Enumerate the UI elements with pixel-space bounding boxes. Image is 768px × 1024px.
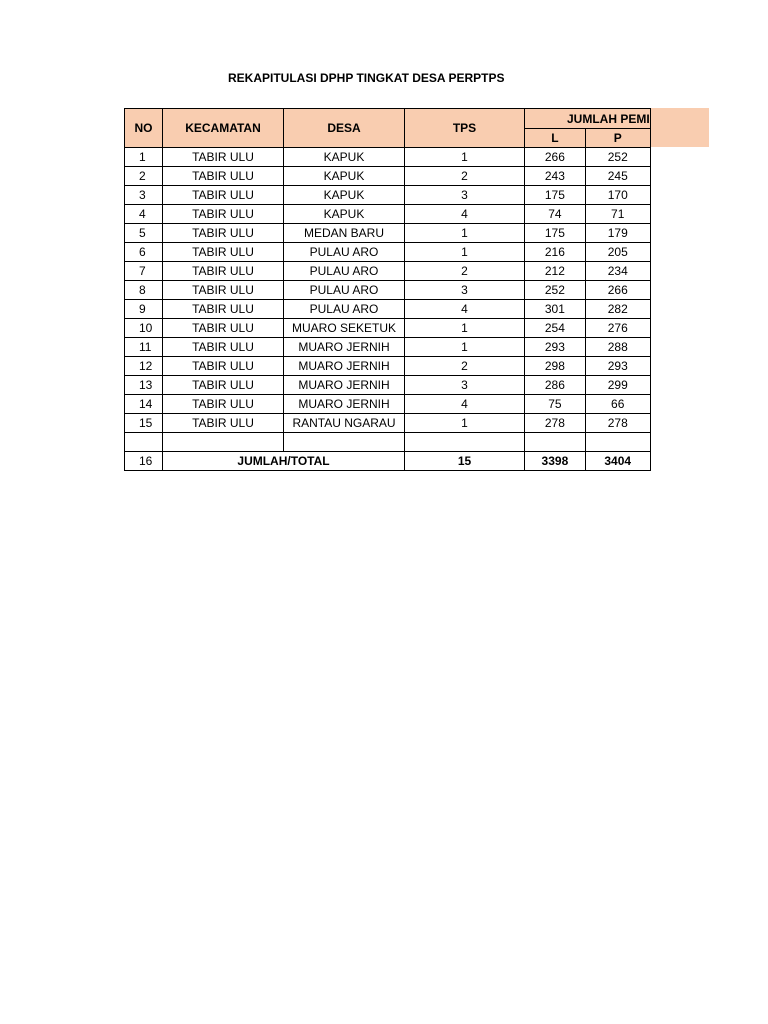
- cell-kecamatan: TABIR ULU: [163, 376, 284, 395]
- cell-tps: 3: [405, 186, 525, 205]
- cell-l: 212: [525, 262, 586, 281]
- cell-l: 301: [525, 300, 586, 319]
- cell-l: 254: [525, 319, 586, 338]
- cell-p: 266: [585, 281, 650, 300]
- cell-p: 276: [585, 319, 650, 338]
- cell-l: 266: [525, 148, 586, 167]
- dphp-table: [124, 108, 651, 471]
- cell-l: 175: [525, 224, 586, 243]
- cell-kecamatan: TABIR ULU: [163, 414, 284, 433]
- header-tps: TPS: [405, 109, 525, 148]
- cell-p: 252: [585, 148, 650, 167]
- cell-tps: 2: [405, 262, 525, 281]
- cell-desa: PULAU ARO: [284, 262, 405, 281]
- table-body: [125, 148, 651, 471]
- cell-no: 14: [125, 395, 163, 414]
- cell-l: 74: [525, 205, 586, 224]
- cell-desa: MUARO JERNIH: [284, 357, 405, 376]
- cell-desa: MUARO JERNIH: [284, 338, 405, 357]
- cell-no: 3: [125, 186, 163, 205]
- cell-kecamatan: TABIR ULU: [163, 338, 284, 357]
- cell-desa: RANTAU NGARAU: [284, 414, 405, 433]
- cell-tps: 4: [405, 300, 525, 319]
- cell-tps: 1: [405, 224, 525, 243]
- header-p: P: [585, 129, 650, 148]
- blank-cell: [163, 433, 284, 452]
- cell-desa: KAPUK: [284, 167, 405, 186]
- table-row: [125, 186, 651, 205]
- cell-kecamatan: TABIR ULU: [163, 281, 284, 300]
- cell-tps: 2: [405, 357, 525, 376]
- cell-no: 5: [125, 224, 163, 243]
- cell-desa: PULAU ARO: [284, 281, 405, 300]
- header-jumlah-pemilih: [525, 109, 651, 129]
- table-row: [125, 357, 651, 376]
- cell-p: 293: [585, 357, 650, 376]
- cell-no: 15: [125, 414, 163, 433]
- cell-l: 243: [525, 167, 586, 186]
- cell-kecamatan: TABIR ULU: [163, 319, 284, 338]
- total-no: 16: [125, 452, 163, 471]
- header-no: NO: [125, 109, 163, 148]
- cell-desa: KAPUK: [284, 186, 405, 205]
- cell-tps: 1: [405, 319, 525, 338]
- document-title: REKAPITULASI DPHP TINGKAT DESA PERPTPS: [228, 71, 505, 85]
- cell-l: 75: [525, 395, 586, 414]
- total-p: 3404: [585, 452, 650, 471]
- cell-no: 10: [125, 319, 163, 338]
- blank-cell: [525, 433, 586, 452]
- cell-p: 278: [585, 414, 650, 433]
- cell-no: 8: [125, 281, 163, 300]
- table-row: [125, 205, 651, 224]
- cell-kecamatan: TABIR ULU: [163, 167, 284, 186]
- table-row: [125, 224, 651, 243]
- cell-kecamatan: TABIR ULU: [163, 186, 284, 205]
- header-l: L: [525, 129, 586, 148]
- table-row: [125, 319, 651, 338]
- cell-kecamatan: TABIR ULU: [163, 395, 284, 414]
- cell-desa: MUARO SEKETUK: [284, 319, 405, 338]
- header-kecamatan: KECAMATAN: [163, 109, 284, 148]
- table-row: [125, 395, 651, 414]
- cell-no: 6: [125, 243, 163, 262]
- cell-tps: 3: [405, 281, 525, 300]
- cell-p: 205: [585, 243, 650, 262]
- cell-tps: 4: [405, 395, 525, 414]
- cell-l: 298: [525, 357, 586, 376]
- cell-no: 1: [125, 148, 163, 167]
- header-jumlah-pemilih-label: JUMLAH PEMI: [567, 111, 650, 126]
- cell-p: 288: [585, 338, 650, 357]
- total-row: [125, 452, 651, 471]
- total-tps: 15: [405, 452, 525, 471]
- cell-kecamatan: TABIR ULU: [163, 300, 284, 319]
- cell-p: 299: [585, 376, 650, 395]
- cell-tps: 1: [405, 148, 525, 167]
- table-row: [125, 148, 651, 167]
- cell-no: 12: [125, 357, 163, 376]
- cell-kecamatan: TABIR ULU: [163, 148, 284, 167]
- cell-tps: 4: [405, 205, 525, 224]
- cell-kecamatan: TABIR ULU: [163, 224, 284, 243]
- cell-p: 179: [585, 224, 650, 243]
- cell-l: 175: [525, 186, 586, 205]
- table-row: [125, 243, 651, 262]
- blank-cell: [585, 433, 650, 452]
- cell-tps: 1: [405, 414, 525, 433]
- total-l: 3398: [525, 452, 586, 471]
- cell-no: 9: [125, 300, 163, 319]
- cell-no: 13: [125, 376, 163, 395]
- cell-kecamatan: TABIR ULU: [163, 357, 284, 376]
- cell-p: 71: [585, 205, 650, 224]
- table-row: [125, 300, 651, 319]
- table-row: [125, 167, 651, 186]
- cell-l: 286: [525, 376, 586, 395]
- table-row: [125, 262, 651, 281]
- cell-no: 4: [125, 205, 163, 224]
- cell-l: 293: [525, 338, 586, 357]
- cell-tps: 1: [405, 338, 525, 357]
- cell-desa: MEDAN BARU: [284, 224, 405, 243]
- cell-kecamatan: TABIR ULU: [163, 205, 284, 224]
- total-label: JUMLAH/TOTAL: [163, 452, 405, 471]
- cell-no: 11: [125, 338, 163, 357]
- cell-tps: 1: [405, 243, 525, 262]
- cell-desa: PULAU ARO: [284, 243, 405, 262]
- cell-no: 7: [125, 262, 163, 281]
- cell-p: 282: [585, 300, 650, 319]
- blank-cell: [284, 433, 405, 452]
- table-row: [125, 338, 651, 357]
- cell-desa: PULAU ARO: [284, 300, 405, 319]
- cell-l: 278: [525, 414, 586, 433]
- cell-no: 2: [125, 167, 163, 186]
- cell-p: 66: [585, 395, 650, 414]
- cell-desa: MUARO JERNIH: [284, 376, 405, 395]
- blank-row: [125, 433, 651, 452]
- cell-p: 245: [585, 167, 650, 186]
- cell-l: 252: [525, 281, 586, 300]
- table-row: [125, 376, 651, 395]
- cell-p: 170: [585, 186, 650, 205]
- cell-tps: 2: [405, 167, 525, 186]
- cell-p: 234: [585, 262, 650, 281]
- cell-l: 216: [525, 243, 586, 262]
- blank-cell: [405, 433, 525, 452]
- table-row: [125, 414, 651, 433]
- blank-cell: [125, 433, 163, 452]
- table-row: [125, 281, 651, 300]
- cell-desa: MUARO JERNIH: [284, 395, 405, 414]
- header-desa: DESA: [284, 109, 405, 148]
- cell-tps: 3: [405, 376, 525, 395]
- cell-kecamatan: TABIR ULU: [163, 262, 284, 281]
- cell-desa: KAPUK: [284, 205, 405, 224]
- cell-desa: KAPUK: [284, 148, 405, 167]
- cell-kecamatan: TABIR ULU: [163, 243, 284, 262]
